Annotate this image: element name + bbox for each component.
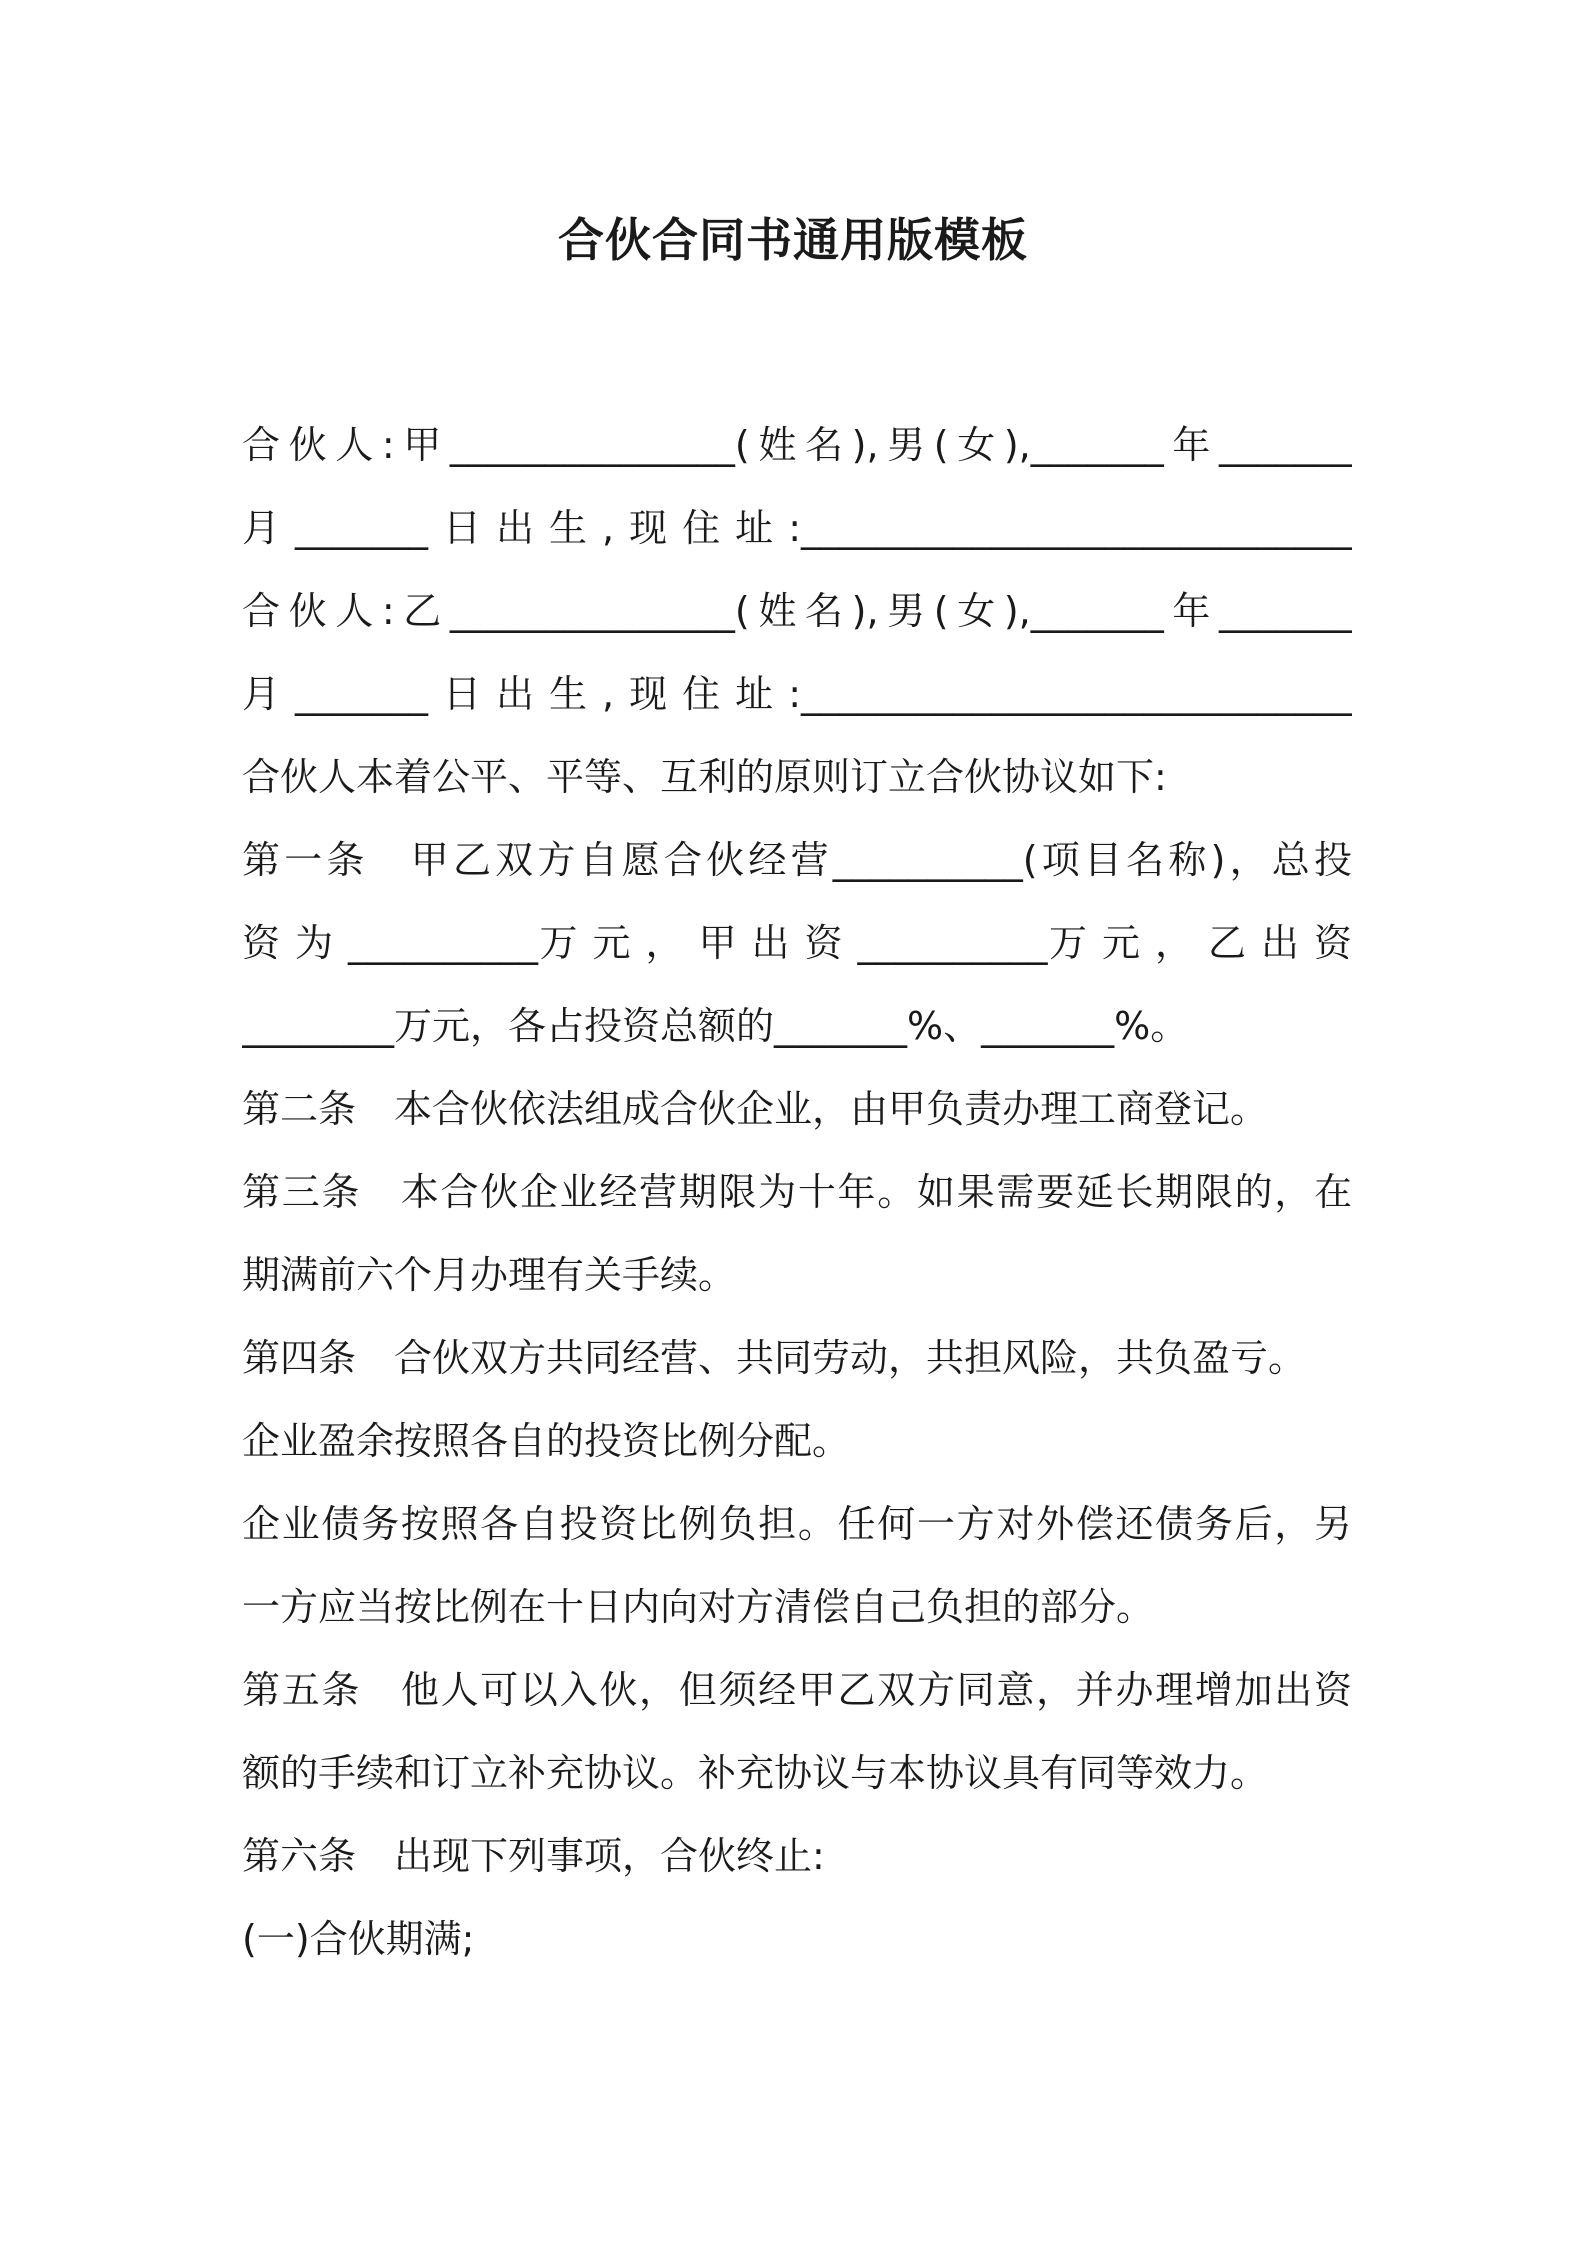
text-line: 合伙人:甲_______________(姓名),男(女),_______年_______ (242, 423, 1352, 467)
text-line: 第四条 合伙双方共同经营、共同劳动，共担风险，共负盈亏。 (242, 1336, 1307, 1380)
text-line: 第二条 本合伙依法组成合伙企业，由甲负责办理工商登记。 (242, 1087, 1269, 1131)
text-line: 合伙人本着公平、平等、互利的原则订立合伙协议如下: (242, 755, 1167, 799)
text-line: 额的手续和订立补充协议。补充协议与本协议具有同等效力。 (242, 1751, 1269, 1795)
text-line: (一)合伙期满; (242, 1917, 475, 1961)
text-line: 月_______日出生,现住址:_____________________________ (242, 506, 1352, 550)
text-line: 期满前六个月办理有关手续。 (242, 1253, 737, 1297)
text-line: 第一条 甲乙双方自愿合伙经营__________(项目名称)，总投 (242, 838, 1352, 882)
text-line: 第五条 他人可以入伙，但须经甲乙双方同意，并办理增加出资 (242, 1668, 1352, 1712)
document-title: 合伙合同书通用版模板 (558, 213, 1028, 267)
text-line: 第六条 出现下列事项，合伙终止: (242, 1834, 825, 1878)
text-line: 一方应当按比例在十日内向对方清偿自己负担的部分。 (242, 1585, 1155, 1629)
text-line: 企业盈余按照各自的投资比例分配。 (242, 1419, 851, 1463)
text-line: ________万元，各占投资总额的_______%、_______%。 (242, 1004, 1189, 1048)
text-line: 合伙人:乙_______________(姓名),男(女),_______年_______ (242, 589, 1352, 633)
text-line: 第三条 本合伙企业经营期限为十年。如果需要延长期限的，在 (242, 1170, 1352, 1214)
document-body (242, 404, 1352, 1981)
text-line: 月_______日出生,现住址:_____________________________ (242, 672, 1352, 716)
text-line: 资 为 __________万 元 ， 甲 出 资 __________万 元 ， 乙 出 资 (242, 921, 1352, 965)
text-line: 企业债务按照各自投资比例负担。任何一方对外偿还债务后，另 (242, 1502, 1352, 1546)
